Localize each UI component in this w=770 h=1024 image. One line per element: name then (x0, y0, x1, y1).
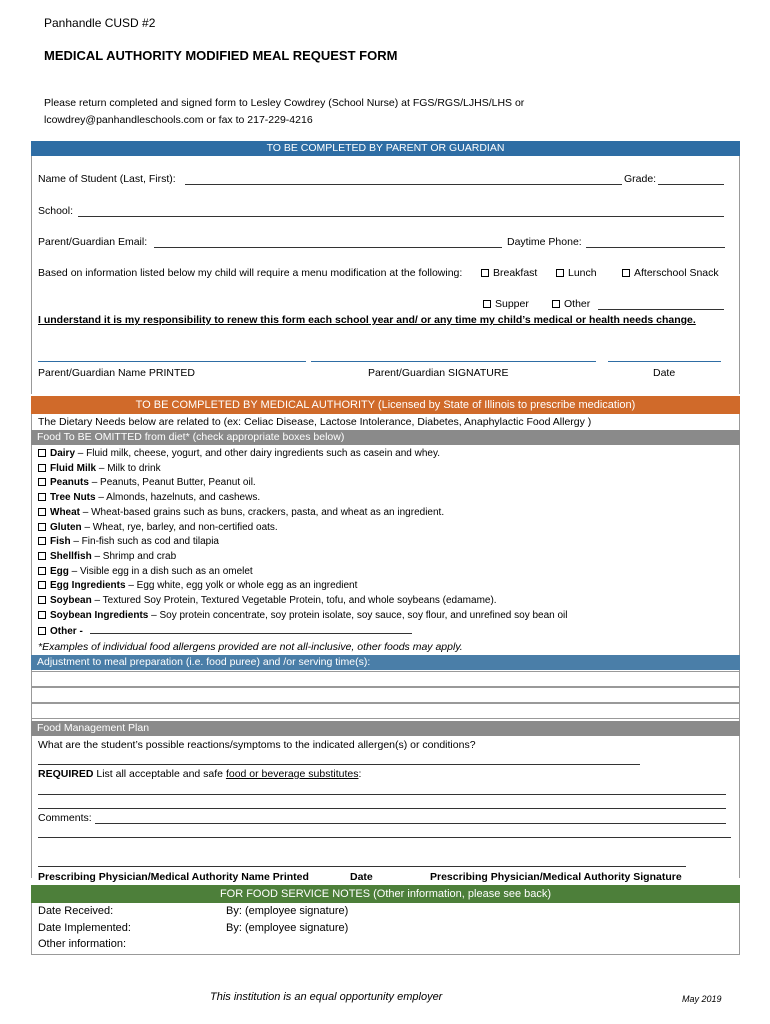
parent-section-banner: TO BE COMPLETED BY PARENT OR GUARDIAN (31, 141, 740, 156)
food-description: – Fluid milk, cheese, yogurt, and other dairy ingredients such as casein and whey. (77, 448, 441, 459)
parent-date-field[interactable] (608, 361, 721, 362)
other-meal-option[interactable]: Other (552, 298, 590, 310)
food-checkbox[interactable] (38, 537, 46, 545)
food-checkbox[interactable] (38, 508, 46, 516)
parent-date-label: Date (653, 367, 676, 379)
food-description: – Visible egg in a dish such as an omelet (71, 565, 253, 577)
examples-note: *Examples of individual food allergens provided are not all-inclusive, other foods may apply. (38, 641, 463, 653)
received-by-label: By: (employee signature) (226, 905, 349, 917)
parent-name-printed-label: Parent/Guardian Name PRINTED (38, 367, 195, 379)
afterschool-snack-checkbox[interactable] (622, 269, 630, 277)
parent-signature-field[interactable] (311, 361, 596, 362)
food-checkbox[interactable] (38, 581, 46, 589)
physician-name-label: Prescribing Physician/Medical Authority Name Printed (38, 871, 309, 883)
food-name: Fluid Milk (50, 462, 97, 474)
food-item-soybean-ingredients[interactable] (38, 610, 568, 621)
food-checkbox[interactable] (38, 596, 46, 604)
food-name: Dairy (50, 448, 76, 459)
food-item-egg[interactable] (38, 566, 253, 577)
food-name: Other - (50, 626, 83, 638)
food-description: – Shrimp and crab (94, 550, 177, 562)
food-item-other[interactable] (38, 624, 412, 637)
daytime-phone-label: Daytime Phone: (507, 236, 582, 248)
food-item-wheat[interactable] (38, 507, 444, 518)
intro-line-1: Please return completed and signed form to Lesley Cowdrey (School Nurse) at FGS/RGS/LJHS/LHS or (44, 97, 525, 109)
menu-modification-text: Based on information listed below my child will require a menu modification at the following: (38, 267, 463, 279)
food-description: – Fin-fish such as cod and tilapia (73, 536, 219, 548)
food-checkbox[interactable] (38, 567, 46, 575)
school-field[interactable] (78, 216, 724, 217)
food-name: Fish (50, 536, 71, 548)
food-description: – Peanuts, Peanut Butter, Peanut oil. (91, 477, 256, 489)
food-description: – Almonds, hazelnuts, and cashews. (98, 492, 261, 504)
food-description: – Wheat-based grains such as buns, crackers, pasta, and wheat as an ingredient. (82, 506, 445, 518)
other-information-label: Other information: (38, 938, 127, 950)
food-item-fish[interactable] (38, 536, 219, 547)
student-name-field[interactable] (185, 184, 622, 185)
food-item-soybean[interactable] (38, 595, 497, 606)
intro-line-2: lcowdrey@panhandleschools.com or fax to 217-229-4216 (44, 114, 313, 126)
food-checkbox[interactable] (38, 611, 46, 619)
food-name: Gluten (50, 521, 82, 533)
parent-email-field[interactable] (154, 247, 502, 248)
food-name: Shellfish (50, 550, 92, 562)
food-description: – Wheat, rye, barley, and non-certified oats. (84, 521, 278, 533)
adjustment-row-3[interactable] (31, 703, 740, 719)
renew-statement: I understand it is my responsibility to renew this form each school year and/ or any time my child’s medical or health needs change. (38, 314, 696, 326)
lunch-option[interactable]: Lunch (556, 267, 597, 279)
school-label: School: (38, 205, 74, 217)
footer-date: May 2019 (682, 994, 722, 1004)
substitutes-field-1[interactable] (38, 794, 726, 795)
food-description: – Milk to drink (98, 462, 161, 474)
omit-foods-header: Food To BE OMITTED from diet* (check appropriate boxes below) (31, 430, 740, 445)
student-name-label: Name of Student (Last, First): (38, 173, 176, 185)
reactions-question: What are the student’s possible reactions/symptoms to the indicated allergen(s) or conditions? (38, 739, 476, 751)
parent-name-printed-field[interactable] (38, 361, 306, 362)
physician-date-label: Date (350, 871, 373, 883)
food-checkbox[interactable] (38, 493, 46, 501)
adjustment-row-2[interactable] (31, 687, 740, 703)
daytime-phone-field[interactable] (586, 247, 725, 248)
date-received-label: Date Received: (38, 905, 114, 917)
comments-label: Comments: (38, 812, 92, 824)
date-implemented-label: Date Implemented: (38, 922, 131, 934)
food-item-egg-ingredients[interactable] (38, 580, 357, 591)
food-description: – Soy protein concentrate, soy protein isolate, soy sauce, soy flour, and unrefined soy bean oil (151, 609, 568, 621)
breakfast-option[interactable]: Breakfast (481, 267, 537, 279)
food-item-dairy[interactable] (38, 448, 440, 459)
food-item-fluid-milk[interactable] (38, 463, 161, 474)
reactions-field[interactable] (38, 764, 640, 765)
implemented-by-label: By: (employee signature) (226, 922, 349, 934)
food-description: – Textured Soy Protein, Textured Vegetable Protein, tofu, and whole soybeans (edamame). (94, 595, 497, 606)
food-description: – Egg white, egg yolk or whole egg as an ingredient (128, 580, 358, 592)
required-substitutes-label: REQUIRED List all acceptable and safe food or beverage substitutes: (38, 768, 362, 780)
afterschool-snack-option[interactable]: Afterschool Snack (622, 267, 719, 279)
comments-field-2[interactable] (38, 837, 731, 838)
supper-checkbox[interactable] (483, 300, 491, 308)
food-service-banner: FOR FOOD SERVICE NOTES (Other information, please see back) (31, 885, 740, 903)
food-name: Egg (50, 565, 69, 577)
adjustment-row-1[interactable] (31, 671, 740, 687)
food-name: Soybean Ingredients (50, 609, 149, 621)
food-checkbox[interactable] (38, 523, 46, 531)
food-item-shellfish[interactable] (38, 551, 176, 562)
food-name: Peanuts (50, 477, 89, 489)
adjustment-header: Adjustment to meal preparation (i.e. food puree) and /or serving time(s): (31, 655, 740, 670)
district-name: Panhandle CUSD #2 (44, 16, 156, 30)
food-management-plan-header: Food Management Plan (31, 721, 740, 736)
grade-field[interactable] (658, 184, 724, 185)
physician-signature-line[interactable] (38, 866, 686, 867)
parent-signature-label: Parent/Guardian SIGNATURE (368, 367, 509, 379)
other-food-field[interactable] (90, 624, 412, 634)
food-name: Egg Ingredients (50, 580, 126, 592)
food-checkbox[interactable] (38, 464, 46, 472)
dietary-needs-text: The Dietary Needs below are related to (ex: Celiac Disease, Lactose Intolerance, Diabetes, Anaphylactic Food Allergy ) (38, 416, 592, 428)
form-title: MEDICAL AUTHORITY MODIFIED MEAL REQUEST FORM (44, 48, 398, 63)
food-checkbox[interactable] (38, 552, 46, 560)
supper-option[interactable]: Supper (483, 298, 529, 310)
other-meal-field[interactable] (598, 309, 724, 310)
comments-field-1[interactable] (95, 823, 726, 824)
food-checkbox[interactable] (38, 478, 46, 486)
food-service-frame (31, 903, 740, 955)
breakfast-checkbox[interactable] (481, 269, 489, 277)
food-item-tree-nuts[interactable] (38, 492, 260, 503)
food-item-peanuts[interactable] (38, 477, 256, 488)
parent-email-label: Parent/Guardian Email: (38, 236, 148, 248)
physician-signature-label: Prescribing Physician/Medical Authority Signature (430, 871, 682, 883)
grade-label: Grade: (624, 173, 657, 185)
food-checkbox[interactable] (38, 449, 46, 457)
other-meal-checkbox[interactable] (552, 300, 560, 308)
food-name: Wheat (50, 506, 80, 518)
food-item-gluten[interactable] (38, 522, 278, 533)
medical-section-banner: TO BE COMPLETED BY MEDICAL AUTHORITY (Licensed by State of Illinois to prescribe medication) (31, 396, 740, 414)
food-checkbox[interactable] (38, 627, 46, 635)
equal-opportunity-statement: This institution is an equal opportunity employer (210, 991, 443, 1003)
substitutes-field-2[interactable] (38, 808, 726, 809)
food-name: Soybean (50, 595, 92, 606)
food-name: Tree Nuts (50, 492, 96, 504)
lunch-checkbox[interactable] (556, 269, 564, 277)
